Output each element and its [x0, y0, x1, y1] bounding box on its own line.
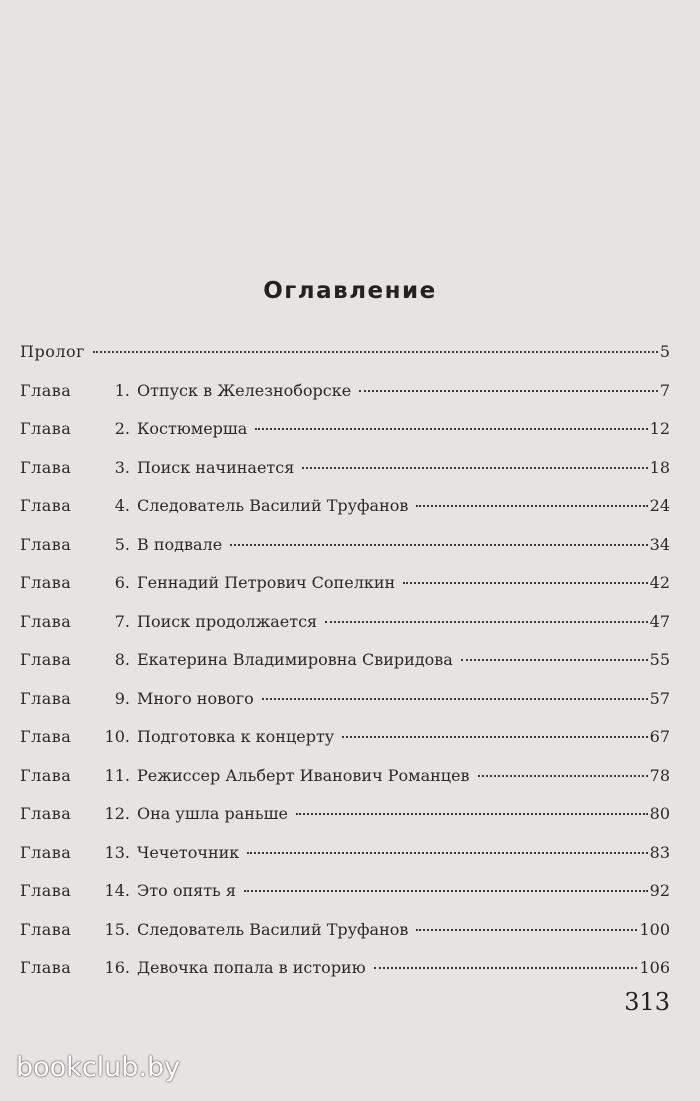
toc-entry-prefix: Глава	[20, 380, 72, 400]
toc-entry-title: Геннадий Петрович Сопелкин	[137, 573, 396, 592]
toc-entry-number: 1.	[114, 380, 130, 400]
toc-entry-prefix: Глава	[20, 534, 72, 554]
toc-entry-title: Много нового	[137, 688, 254, 708]
toc-entry-page: 47	[649, 611, 670, 631]
toc-entry	[20, 689, 670, 728]
toc-entry-prefix: Глава	[20, 611, 72, 631]
toc-entry-number: 14.	[104, 881, 130, 900]
toc-entry-number: 7.	[114, 611, 130, 631]
dot-leader	[93, 351, 658, 353]
toc-entry-number: 10.	[104, 727, 130, 746]
dot-leader	[325, 621, 648, 623]
toc-entry-label	[20, 535, 222, 554]
dot-leader	[296, 813, 648, 815]
toc-entry-title: Подготовка к концерту	[137, 727, 335, 746]
toc-entry	[20, 458, 670, 497]
toc-entry-label	[20, 342, 85, 361]
toc-entry	[20, 535, 670, 574]
toc-entry-label	[20, 804, 288, 823]
toc-entry-label	[20, 766, 470, 785]
toc-entry-title: Следователь Василий Труфанов	[137, 919, 409, 939]
toc-entry-page: 34	[649, 534, 670, 554]
toc-entry-prefix: Глава	[20, 573, 72, 592]
dot-leader	[230, 544, 647, 546]
toc-entry-page: 78	[649, 765, 670, 785]
toc-entry-prefix: Глава	[20, 804, 72, 823]
toc-entry-title: Чечеточник	[137, 842, 240, 862]
dot-leader	[416, 505, 647, 507]
toc-entry	[20, 650, 670, 689]
toc-entry-page: 42	[649, 573, 670, 592]
toc-entry-label	[20, 419, 247, 438]
dot-leader	[244, 890, 648, 892]
toc-entry-prefix: Глава	[20, 881, 72, 900]
toc-entry	[20, 342, 670, 381]
toc-entry-prefix: Глава	[20, 727, 72, 746]
toc-entry	[20, 381, 670, 420]
toc-entry-title: Отпуск в Железноборске	[137, 380, 352, 400]
page-number: 313	[624, 988, 670, 1016]
toc-entry-page: 5	[659, 342, 670, 361]
toc-entry-title: Костюмерша	[137, 419, 248, 438]
toc-entry-number: 6.	[114, 573, 130, 592]
toc-entry-label	[20, 727, 334, 746]
toc-entry-label	[20, 612, 317, 631]
toc-entry-label	[20, 920, 408, 939]
toc-entry-prefix: Глава	[20, 496, 72, 515]
toc-entry-label	[20, 650, 453, 669]
toc-entry-prefix: Глава	[20, 419, 72, 438]
toc-entry-page: 12	[649, 419, 670, 438]
toc-entry-number: 16.	[104, 958, 130, 977]
toc-list	[20, 342, 670, 997]
toc-entry	[20, 958, 670, 997]
toc-entry-label	[20, 496, 408, 515]
toc-entry-page: 57	[649, 688, 670, 708]
dot-leader	[359, 390, 658, 392]
toc-entry-page: 7	[659, 380, 670, 400]
dot-leader	[374, 967, 638, 969]
toc-entry-number: 13.	[104, 842, 130, 862]
toc-entry-prefix: Глава	[20, 457, 72, 477]
toc-entry-number: 12.	[104, 804, 130, 823]
toc-entry-number: 2.	[114, 419, 130, 438]
toc-entry-page: 18	[649, 457, 670, 477]
watermark: bookclub.by	[16, 1052, 181, 1083]
dot-leader	[403, 582, 647, 584]
toc-entry-number: 9.	[114, 688, 130, 708]
toc-entry-page: 106	[639, 958, 670, 977]
toc-entry-number: 15.	[104, 919, 130, 939]
toc-entry	[20, 419, 670, 458]
toc-entry	[20, 843, 670, 882]
toc-entry-label	[20, 689, 254, 708]
toc-entry-title: Это опять я	[137, 881, 236, 900]
toc-entry-page: 67	[649, 727, 670, 746]
dot-leader	[416, 929, 637, 931]
toc-entry-title: Режиссер Альберт Иванович Романцев	[137, 765, 470, 785]
toc-entry-page: 92	[649, 881, 670, 900]
toc-entry-prefix: Глава	[20, 842, 72, 862]
toc-entry-label	[20, 458, 294, 477]
toc-entry-page: 83	[649, 842, 670, 862]
toc-entry-title: Поиск начинается	[137, 457, 295, 477]
toc-entry	[20, 881, 670, 920]
toc-entry-prefix: Пролог	[20, 342, 86, 361]
toc-entry-prefix: Глава	[20, 688, 72, 708]
dot-leader	[461, 659, 648, 661]
dot-leader	[262, 698, 648, 700]
dot-leader	[342, 736, 647, 738]
toc-entry	[20, 573, 670, 612]
toc-entry-label	[20, 958, 366, 977]
toc-entry-number: 4.	[114, 496, 130, 515]
toc-entry-label	[20, 381, 351, 400]
toc-entry-title: В подвале	[137, 534, 223, 554]
toc-entry-number: 8.	[114, 650, 130, 669]
toc-entry	[20, 766, 670, 805]
toc-entry-prefix: Глава	[20, 765, 72, 785]
toc-entry-page: 100	[639, 919, 670, 939]
dot-leader	[302, 467, 647, 469]
toc-entry-title: Девочка попала в историю	[137, 958, 366, 977]
toc-entry-prefix: Глава	[20, 650, 72, 669]
toc-entry-number: 11.	[104, 765, 130, 785]
toc-entry-number: 3.	[114, 457, 130, 477]
toc-entry-number: 5.	[114, 534, 130, 554]
toc-entry-page: 55	[649, 650, 670, 669]
toc-entry-label	[20, 843, 239, 862]
toc-entry	[20, 727, 670, 766]
toc-entry	[20, 920, 670, 959]
dot-leader	[255, 428, 647, 430]
toc-entry	[20, 804, 670, 843]
dot-leader	[478, 775, 648, 777]
dot-leader	[247, 852, 647, 854]
toc-entry	[20, 496, 670, 535]
toc-entry-title: Следователь Василий Труфанов	[137, 496, 409, 515]
toc-entry-page: 80	[649, 804, 670, 823]
toc-entry-page: 24	[649, 496, 670, 515]
toc-entry-title: Она ушла раньше	[137, 804, 288, 823]
toc-entry-prefix: Глава	[20, 958, 72, 977]
toc-entry-title: Екатерина Владимировна Свиридова	[137, 650, 453, 669]
toc-entry-title: Поиск продолжается	[137, 611, 318, 631]
toc-entry-label	[20, 881, 236, 900]
toc-entry	[20, 612, 670, 651]
toc-heading: Оглавление	[263, 278, 437, 304]
toc-entry-label	[20, 573, 395, 592]
toc-entry-prefix: Глава	[20, 919, 72, 939]
